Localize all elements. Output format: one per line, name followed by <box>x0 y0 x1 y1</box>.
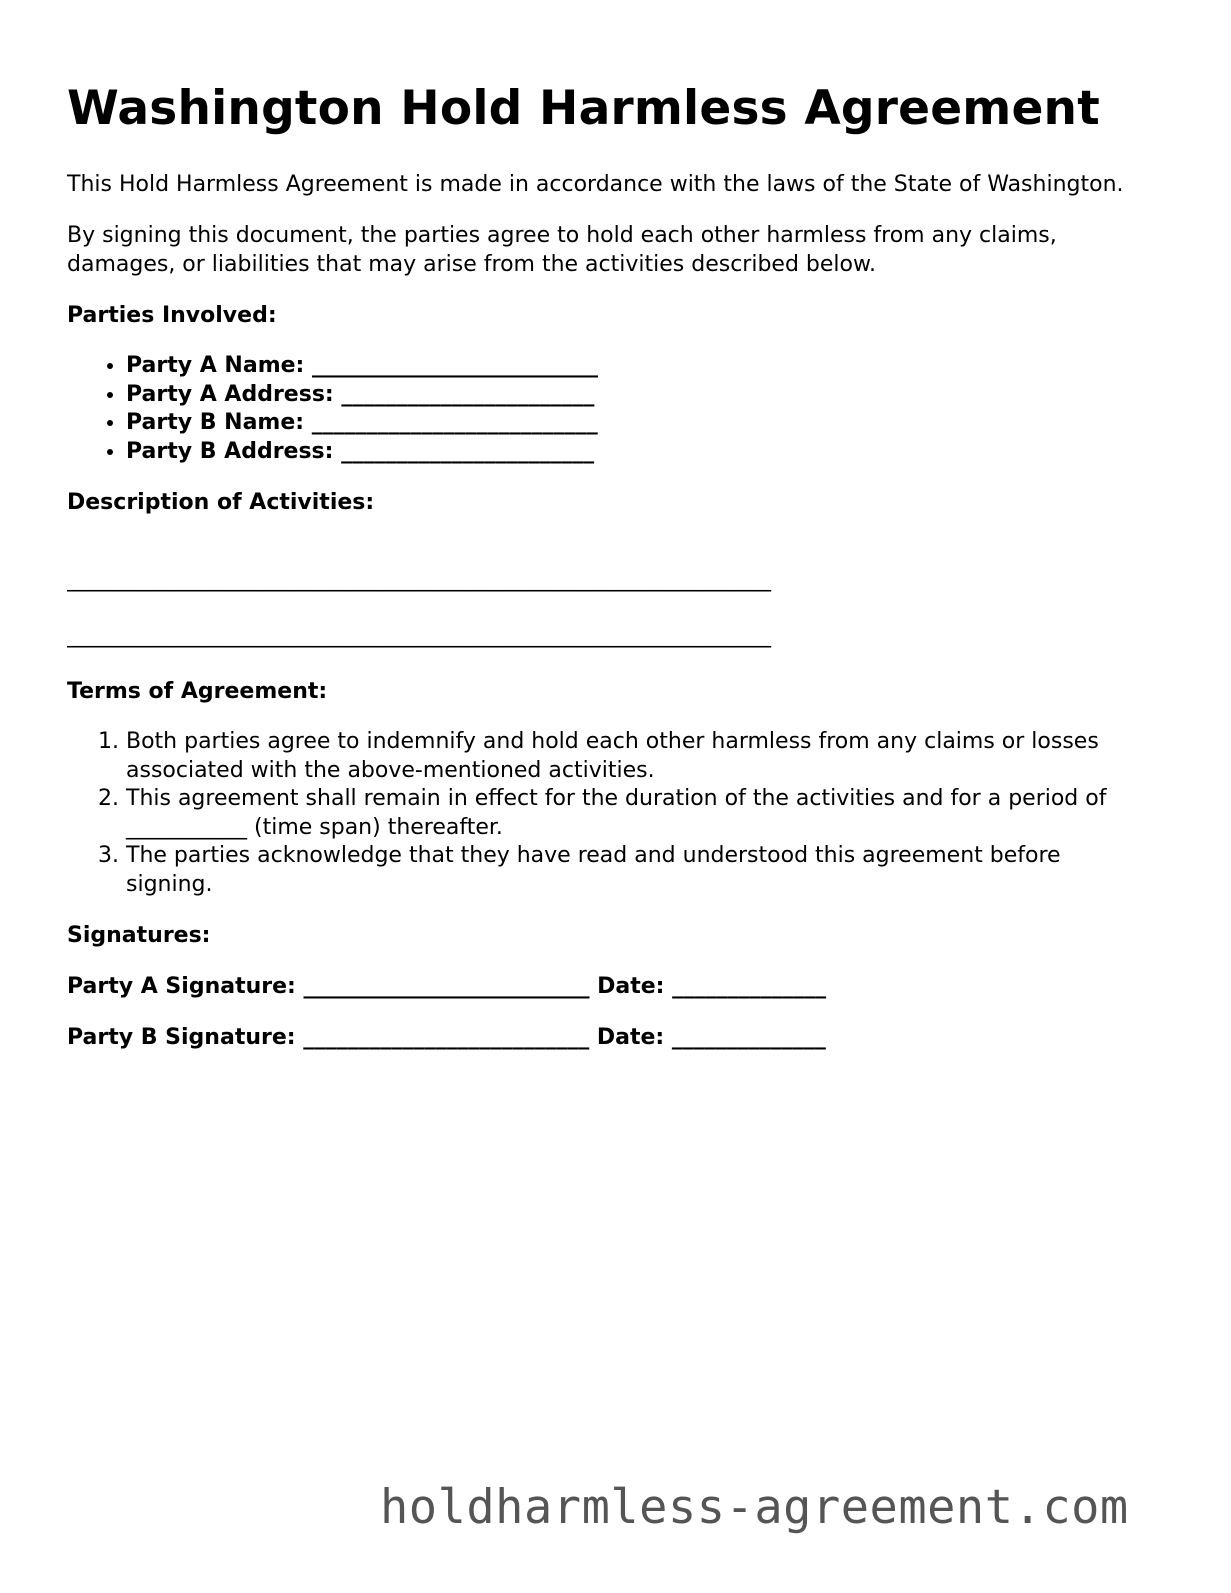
terms-heading: Terms of Agreement: <box>67 679 328 705</box>
party-b-signature-line: Party B Signature: __________________________ Date: ______________ <box>67 1025 826 1051</box>
party-b-address-field: • Party B Address: _______________________ <box>126 438 1147 467</box>
term-item: 1. Both parties agree to indemnify and hold each other harmless from any claims or losses associated with the above-mentioned activities. <box>126 728 1147 785</box>
party-a-name-field: • Party A Name: __________________________ <box>126 352 1147 381</box>
intro-paragraph-1: This Hold Harmless Agreement is made in accordance with the laws of the State of Washington. <box>67 172 1124 198</box>
parties-heading: Parties Involved: <box>67 303 277 329</box>
parties-list <box>67 352 1147 466</box>
terms-list <box>67 728 1147 899</box>
party-b-name-field: • Party B Name: __________________________ <box>126 409 1147 438</box>
party-a-signature-line: Party A Signature: __________________________ Date: ______________ <box>67 974 827 1000</box>
party-a-address-field: • Party A Address: _______________________ <box>126 381 1147 410</box>
term-item: 3. The parties acknowledge that they have read and understood this agreement before signing. <box>126 842 1147 899</box>
site-watermark: holdharmless-agreement.com <box>380 1480 1129 1535</box>
document-page <box>67 82 1147 1074</box>
signatures-heading: Signatures: <box>67 923 211 949</box>
term-item: 2. This agreement shall remain in effect for the duration of the activities and for a period of ___________ (time span) thereafter. <box>126 785 1147 842</box>
activities-spacer <box>67 539 1147 565</box>
document-title: Washington Hold Harmless Agreement <box>67 81 1100 136</box>
activities-blank-line: ________________________________________________________________ <box>67 567 771 593</box>
activities-heading: Description of Activities: <box>67 490 375 516</box>
activities-blank-line: ________________________________________________________________ <box>67 623 771 649</box>
intro-paragraph-2: By signing this document, the parties agree to hold each other harmless from any claims, damages, or liabilities that may arise from the activities described below. <box>67 223 1057 278</box>
